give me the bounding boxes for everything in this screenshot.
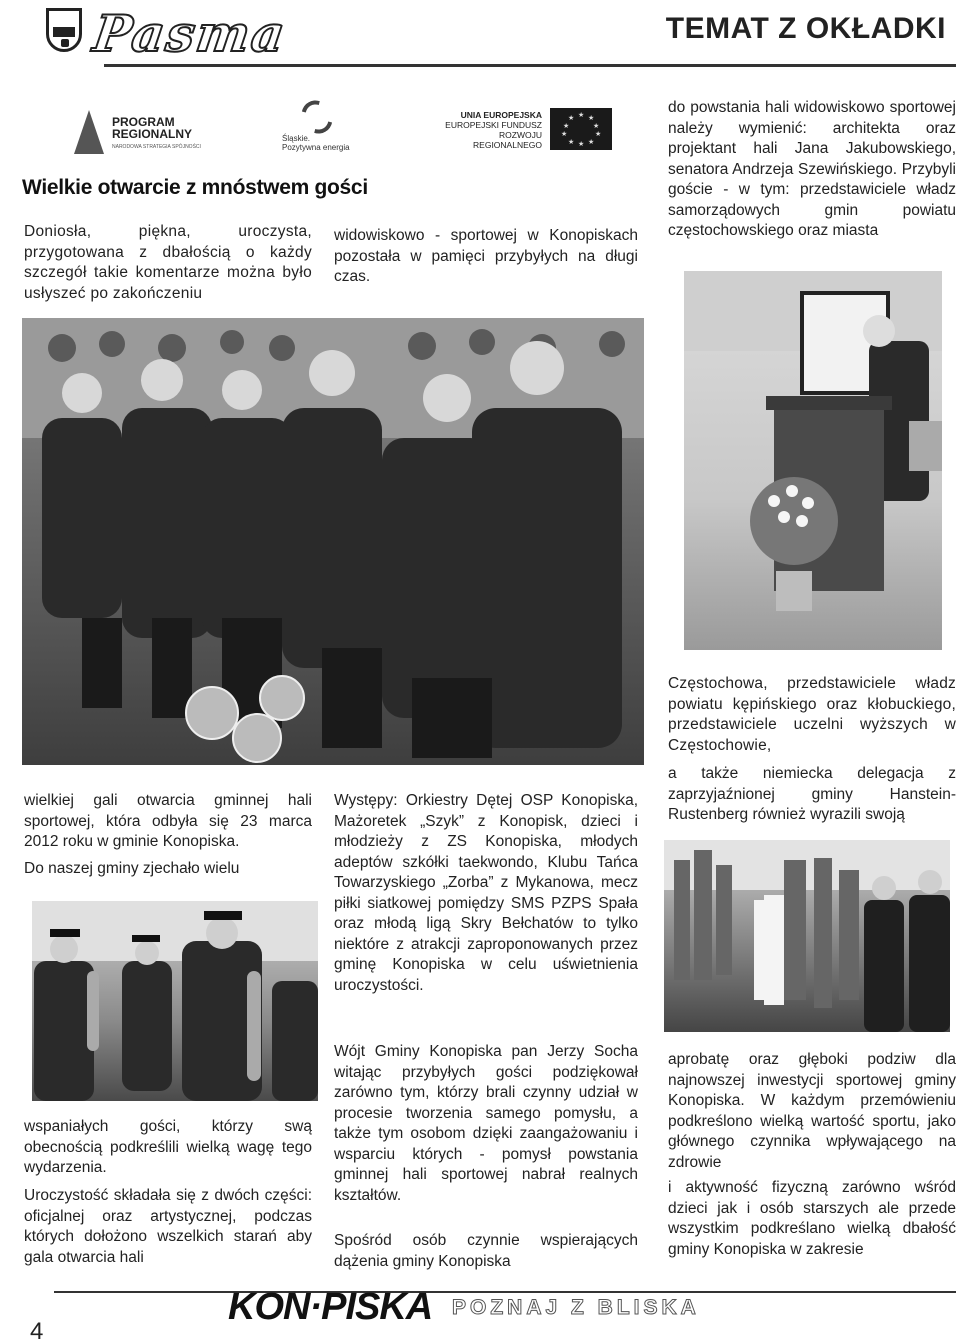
eu-line-3: ROZWOJU REGIONALNEGO [473, 130, 542, 150]
col1-paragraph-a: wielkiej gali otwarcia gminnej hali sportowej, która odbyła się 23 marca 2012 roku w gminie Konopiska. [24, 792, 312, 850]
col2-supporters-paragraph: Spośród osób czynnie wspierających dążenia gminy Konopiska [334, 1232, 638, 1270]
col3-mid-paragraph: Częstochowa, przedstawiciele władz powiatu kępińskiego oraz kłobuckiego, przedstawiciele uczelni wyższych w Częstochowie, [668, 675, 956, 754]
eu-line-2: EUROPEJSKI FUNDUSZ [445, 120, 542, 130]
flag-bearers-photo [664, 840, 950, 1032]
intro-col1: Doniosła, piękna, uroczysta, przygotowana z dbałością o każdy szczegół takie komentarze można było usłyszeć po zakończeniu [24, 223, 312, 302]
col1-paragraph-c: wspaniałych gości, którzy swą obecnością podkreślili wielką wagę tego wydarzenia. [24, 1118, 312, 1176]
audience-illustration [22, 318, 644, 765]
page-number: 4 [30, 1318, 44, 1343]
eu-flag-icon: ★ ★ ★ ★ ★ ★ ★ ★ ★ ★ [550, 108, 612, 150]
col1-paragraph-d: Uroczystość składała się z dwóch części: oficjalnej oraz artystycznej, podczas których dołożono wszelkich starań aby gala otwarcia hali [24, 1187, 312, 1266]
footer-tagline: POZNAJ Z BLISKA [452, 1296, 700, 1319]
municipality-crest-icon [46, 8, 82, 52]
intro-col3: do powstania hali widowiskowo sportowej należy wymienić: architekta oraz projektant hali Jana Jakubowskiego, senatora Andrzeja Szewińskiego. Przybyli goście - w tym: przedstawiciele władz samorządowych gmin powiatu częstochowskiego oraz miasta [668, 99, 956, 239]
slaskie-swirl-icon [296, 95, 339, 139]
eu-fund-logo [432, 110, 542, 150]
masthead-logo: Pasma [89, 4, 291, 63]
section-title: TEMAT Z OKŁADKI [665, 12, 946, 45]
slaskie-logo [282, 100, 352, 160]
header-divider [104, 64, 956, 67]
guests-audience-photo [22, 318, 644, 765]
program-title: PROGRAM REGIONALNY [112, 115, 193, 141]
slaskie-name: Śląskie. [282, 134, 311, 143]
footer-divider [54, 1291, 956, 1293]
speaker-podium-photo [684, 271, 942, 650]
podium-illustration [684, 271, 942, 650]
orchestra-illustration [32, 901, 318, 1101]
col2-mayor-paragraph: Wójt Gminy Konopiska pan Jerzy Socha witając przybyłych gości podziękował zarówno tym, którzy brali czynny udział w procesie tworzenia samego pomysłu, a także tym osobom dzięki zaangażowaniu i wsparciu których - pomysł powstania gminnej hali sportowej nabrał realnych kształtów. [334, 1043, 638, 1204]
col2-performances-paragraph: Występy: Orkiestry Dętej OSP Konopiska, Mażoretek „Szyk” z Konopisk, dzieci i młodzieży z ZS Konopiska, młodych adeptów szkółki taekwondo, Klubu Tańca Towarzyskiego „Zorba” z Mykanowa, mecz piłki siatkowej pomiędzy SMS PZPS Spała oraz młodą ligą Skry Bełchatów to tylko niektóre z atrakcji zaproponowanych przez gminę Konopiska w celu uświetnienia uroczystości. [334, 792, 638, 994]
intro-col2: widowiskowo - sportowej w Konopiskach pozostała w pamięci przybyłych na długi czas. [334, 227, 638, 285]
article-headline: Wielkie otwarcie z mnóstwem gości [22, 176, 368, 199]
col3-paragraph-a: aprobatę oraz głęboki podziw dla najnowszej inwestycji sportowej gminy Konopiska. W każdym przemówieniu podkreślono wielką wartość sportu, jako głównego czynnika wpływającego na zdrowie [668, 1051, 956, 1171]
program-star-icon [74, 110, 104, 154]
orchestra-photo [32, 901, 318, 1101]
flag-bearers-illustration [664, 840, 950, 1032]
eu-line-1: UNIA EUROPEJSKA [460, 110, 542, 120]
col1-paragraph-b: Do naszej gminy zjechało wielu [24, 860, 240, 877]
konopiska-logo: KON·PISKA [228, 1286, 433, 1328]
program-regionalny-logo [74, 108, 214, 158]
col3-paragraph-b: i aktywność fizyczną zarówno wśród dzieci jak i osób starszych ale przede wszystkim podkreślano wielką dbałość gminy Konopiska w zakresie [668, 1179, 956, 1258]
program-subtitle: NARODOWA STRATEGIA SPÓJNOŚCI [112, 144, 201, 150]
slaskie-tagline: Pozytywna energia [282, 143, 350, 152]
col3-mid-paragraph-2: a także niemiecka delegacja z zaprzyjaźnionej gminy Hanstein-Rustenberg również wyrazili swoją [668, 765, 956, 823]
